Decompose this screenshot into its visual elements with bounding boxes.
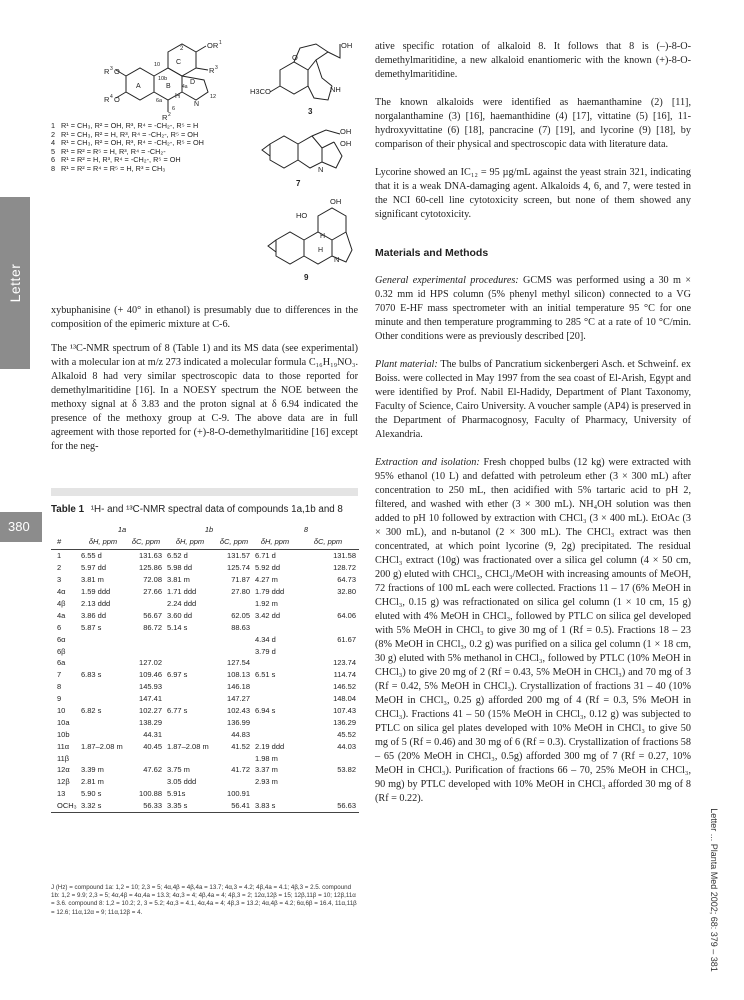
shift-cell xyxy=(165,693,215,705)
shift-cell: 72.08 xyxy=(143,575,162,585)
s9-n: N xyxy=(334,255,340,264)
shift-cell: 107.43 xyxy=(333,706,357,716)
shift-cell: 138.29 xyxy=(139,717,162,727)
table-row xyxy=(51,681,359,693)
s7-number: 7 xyxy=(296,179,301,188)
paragraph: Lycorine showed an IC₁₂ = 95 µg/mL against the yeast strain 321, indicating that it is a weak DNA-damaging agent. Alkaloids 4, 6, and 7, were tested in the NCI 60-cell line cytotoxicity screen, but none of them showed any significant cytotoxicity. xyxy=(375,167,691,220)
label-r4o-sup: 4 xyxy=(110,94,113,100)
shift-cell: 6.97 s xyxy=(167,670,188,680)
table-row xyxy=(51,716,359,728)
section-tab xyxy=(0,197,30,369)
s9-h1: H xyxy=(320,233,326,240)
shift-cell: 108.13 xyxy=(227,670,250,680)
shift-cell xyxy=(215,776,253,788)
s3-nh: NH xyxy=(330,85,341,94)
table-row xyxy=(51,633,359,645)
shift-cell: 56.63 xyxy=(297,800,359,812)
section-heading: Materials and Methods xyxy=(375,247,489,259)
page-number-tab xyxy=(0,512,42,542)
s9-ho: HO xyxy=(296,211,308,220)
shift-cell: 1.87–2.08 m xyxy=(167,741,209,751)
shift-cell: 64.06 xyxy=(337,610,357,620)
shift-cell: 64.73 xyxy=(337,575,357,585)
position-cell: 12β xyxy=(57,777,70,787)
shift-cell: 3.32 s xyxy=(79,800,127,812)
compound-entry: 2 R¹ = CH₃, R² = H, R³, R⁴ = -CH₂-, R⁵ = OH xyxy=(51,129,199,139)
position-cell: 8 xyxy=(57,682,62,692)
position-cell: 6β xyxy=(57,646,66,656)
s9-number: 9 xyxy=(304,273,309,282)
shift-cell: 2.24 ddd xyxy=(167,599,197,608)
position-cell: 1 xyxy=(57,551,62,561)
s3-h3co: H3CO xyxy=(250,87,271,96)
label-n: N xyxy=(194,101,200,108)
shift-cell xyxy=(215,633,253,645)
table-top-rule xyxy=(51,488,358,496)
s7-oh1: OH xyxy=(340,127,352,136)
label-ring-d: D xyxy=(190,79,196,86)
shift-cell: 147.27 xyxy=(227,694,250,704)
table-label: Table 1 xyxy=(51,504,85,515)
paragraph: The ¹³C-NMR spectrum of 8 (Table 1) and its MS data (see experimental) with a molecular ion at m/z 273 indicated a molecular formula C₁₆H₁₉NO₃. Alkaloid 8 had very similar spectroscopic data to those reported for demethylmaritidine [16]. In a NOESY spectrum the NOE between the methoxy signal at δ 3.83 and the proton signal at δ 6.94 indicated the presence of the methoxy group at C-9. The above data are in full agreement with those reported for (+)-8-O-demethylmaritidine [16] except for the neg- xyxy=(51,343,358,452)
shift-cell: 1.71 ddd xyxy=(167,587,197,597)
label-c10b: 10b xyxy=(158,76,168,82)
label-ring-c: C xyxy=(176,59,182,66)
compound-entry: 4 R¹ = CH₃, R² = OH, R³, R⁴ = -CH₂-, R⁵ = OH xyxy=(51,138,204,148)
shift-cell xyxy=(297,776,359,788)
table-row xyxy=(51,776,359,788)
table-row xyxy=(51,586,359,598)
shift-cell: 147.41 xyxy=(139,694,162,704)
shift-cell: 131.57 xyxy=(227,551,250,561)
shift-cell: 5.91s xyxy=(167,789,186,799)
shift-cell: 44.83 xyxy=(231,729,250,739)
label-r2: R xyxy=(162,113,168,122)
table-footnote: J (Hz) = compound 1a: 1,2 = 10; 2,3 = 5; 4α,4β = 4β,4a = 13.7; 4α,3 = 4.2; 4β,4a = 4.1; 4β,3 = 2.5. compound 1b: 1,2 = 9.9; 2,3 = 5; 4α,4β = 4α,4a = 13.3; 4α,3 = 4; 4β,4a = 4; 4β,3 = 2; 12α,12β = 15; 12β,11β = 10; 12β,11α = 3.6. compound 8: 1,2 = 10.2; 2, 3 = 5.2; 4α,3 = 4.1, 4α,4a = 4; 4β,3 = 13.2; 4α,4β = 4.2; 6α,6β = 16.4, 11α,11β = 12.6; 11α,12α = 9; 11α,12β = 4. xyxy=(51,884,357,916)
shift-cell: 53.82 xyxy=(337,765,357,775)
shift-cell xyxy=(127,633,165,645)
shift-cell xyxy=(79,752,127,764)
structure-main-skeleton xyxy=(96,40,246,122)
position-cell: 6a xyxy=(57,658,66,668)
label-c6a: 6a xyxy=(156,98,163,104)
position-cell: 10 xyxy=(57,706,66,716)
s3-o: O xyxy=(292,53,298,62)
position-cell: 3 xyxy=(57,575,62,585)
shift-cell xyxy=(215,645,253,657)
footer-citation-text: Letter ... Planta Med 2002; 68: 379 – 381 xyxy=(709,808,719,972)
s7-n: N xyxy=(318,165,324,174)
shift-cell: 123.74 xyxy=(333,658,357,668)
label-c12: 12 xyxy=(210,94,217,100)
table-row xyxy=(51,598,359,610)
shift-cell: 3.83 s xyxy=(253,800,297,812)
shift-cell: 86.72 xyxy=(143,622,162,632)
paragraph: The known alkaloids were identified as haemanthamine (2) [11], norgalanthamine (3) [16], haemanthidine (4) [17], vittatine (5) [16], 11-hydroxyvittatine (6) [18], pancracine (7) [19], and lycorine (9) [18], by comparison of their physical and spectroscopic data with literature data. xyxy=(375,97,691,150)
paragraph-lead: General experimental procedures: xyxy=(375,275,519,286)
shift-cell xyxy=(79,716,127,728)
label-r4o-o: O xyxy=(114,95,120,104)
shift-cell: 6.52 d xyxy=(167,551,188,561)
shift-cell: 41.72 xyxy=(231,765,250,775)
column-header: # xyxy=(51,535,79,550)
position-cell: 6 xyxy=(57,622,62,632)
shift-cell: 109.46 xyxy=(139,670,162,680)
table-row xyxy=(51,550,359,562)
position-cell: 13 xyxy=(57,789,66,799)
shift-cell: 6.77 s xyxy=(167,706,188,716)
label-r3-sup: 3 xyxy=(215,65,218,71)
label-h: H xyxy=(175,93,181,100)
shift-cell: 32.80 xyxy=(337,587,357,597)
compound-entry: 5 R¹ = R² = R⁵ = H, R³, R⁴ = -CH₂- xyxy=(51,146,166,156)
section-tab-label: Letter xyxy=(7,263,23,303)
label-r4o: R xyxy=(104,95,110,104)
structure-9 xyxy=(260,190,360,286)
structure-3 xyxy=(250,30,360,118)
column-header: δH, ppm xyxy=(253,535,297,550)
shift-cell: 5.90 s xyxy=(81,789,102,799)
shift-cell xyxy=(127,752,165,764)
shift-cell: 2.81 m xyxy=(81,777,104,787)
shift-cell xyxy=(297,788,359,800)
column-header: δH, ppm xyxy=(79,535,127,550)
group-header: 1a xyxy=(117,524,127,534)
column-header: δC, ppm xyxy=(127,535,165,550)
shift-cell: 125.86 xyxy=(139,563,162,573)
position-cell: 11β xyxy=(57,753,70,763)
shift-cell: 4.27 m xyxy=(255,575,278,585)
shift-cell xyxy=(165,716,215,728)
shift-cell: 2.13 ddd xyxy=(81,599,111,608)
shift-cell: 1.79 ddd xyxy=(255,587,285,597)
shift-cell: 136.99 xyxy=(227,717,250,727)
shift-cell xyxy=(297,645,359,657)
shift-cell: 1.59 ddd xyxy=(81,587,111,597)
shift-cell: 146.18 xyxy=(227,682,250,692)
table-row xyxy=(51,764,359,776)
table-row xyxy=(51,609,359,621)
position-cell: 7 xyxy=(57,670,62,680)
shift-cell: 5.98 dd xyxy=(167,563,193,573)
shift-cell xyxy=(79,693,127,705)
shift-cell: 71.87 xyxy=(231,575,250,585)
shift-cell xyxy=(253,693,297,705)
shift-cell: 88.63 xyxy=(231,622,250,632)
shift-cell: 3.39 m xyxy=(81,765,104,775)
shift-cell: 4.34 d xyxy=(255,634,276,644)
shift-cell: 3.75 m xyxy=(167,765,190,775)
shift-cell: 6.71 d xyxy=(255,551,276,561)
s9-oh: OH xyxy=(330,197,342,206)
table-row xyxy=(51,728,359,740)
shift-cell xyxy=(79,657,127,669)
label-r3o: R xyxy=(104,67,110,76)
shift-cell xyxy=(165,657,215,669)
shift-cell: 125.74 xyxy=(227,563,250,573)
table-row xyxy=(51,645,359,657)
shift-cell: 3.37 m xyxy=(255,765,278,775)
footer-citation xyxy=(703,780,725,1000)
shift-cell: 3.60 dd xyxy=(167,610,193,620)
shift-cell xyxy=(253,657,297,669)
shift-cell: 3.81 m xyxy=(167,575,190,585)
table-row xyxy=(51,752,359,764)
label-or1: OR xyxy=(207,41,219,50)
shift-cell: 145.93 xyxy=(139,682,162,692)
shift-cell: 6.83 s xyxy=(81,670,102,680)
shift-cell: 136.29 xyxy=(333,717,357,727)
table-row xyxy=(51,740,359,752)
right-column-text xyxy=(375,40,691,816)
shift-cell: 131.58 xyxy=(333,551,357,561)
shift-cell: 114.74 xyxy=(333,670,357,680)
shift-cell: 1.92 m xyxy=(255,599,278,608)
s3-number: 3 xyxy=(308,107,313,116)
group-header: 8 xyxy=(303,524,309,534)
s9-h2: H xyxy=(318,247,324,254)
shift-cell xyxy=(79,681,127,693)
group-header: 1b xyxy=(204,524,214,534)
position-cell: 4β xyxy=(57,599,66,608)
page-number: 380 xyxy=(8,519,30,534)
shift-cell: 6.51 s xyxy=(255,670,276,680)
label-r3o-o: O xyxy=(114,67,120,76)
shift-cell: 3.86 dd xyxy=(81,610,107,620)
table-row xyxy=(51,574,359,586)
column-header: δC, ppm xyxy=(215,535,253,550)
label-r2-sup: 2 xyxy=(168,112,171,118)
table-row xyxy=(51,788,359,800)
shift-cell: 131.63 xyxy=(139,551,162,561)
shift-cell: 56.33 xyxy=(127,800,165,812)
label-r3o-sup: 3 xyxy=(110,66,113,72)
table-row xyxy=(51,669,359,681)
shift-cell: 40.45 xyxy=(143,741,162,751)
position-cell: 10b xyxy=(57,729,70,739)
shift-cell: 128.72 xyxy=(333,563,357,573)
shift-cell xyxy=(165,633,215,645)
shift-cell xyxy=(297,752,359,764)
table-row xyxy=(51,800,359,812)
shift-cell xyxy=(253,681,297,693)
s3-oh: OH xyxy=(341,41,353,50)
paragraph-lead: Extraction and isolation: xyxy=(375,457,480,468)
shift-cell: 56.67 xyxy=(143,610,162,620)
position-cell: 11α xyxy=(57,741,70,751)
column-header: δH, ppm xyxy=(165,535,215,550)
shift-cell xyxy=(215,752,253,764)
position-cell: 12α xyxy=(57,765,70,775)
shift-cell: 41.52 xyxy=(231,741,250,751)
shift-cell xyxy=(79,728,127,740)
structure-7 xyxy=(250,116,360,188)
table-row xyxy=(51,562,359,574)
s7-oh2: OH xyxy=(340,139,352,148)
shift-cell xyxy=(165,728,215,740)
paragraph: Plant material: The bulbs of Pancratium sickenbergeri Asch. et Schweinf. ex Boiss. were collected in May 1997 from the sea coast of El-Arish, Egypt and were identified by Prof. Nabil El-Hadidy, Department of Plant Taxonomy, Faculty of Science, Cairo University. A voucher sample (AP4) is preserved in the Department of Pharmacognosy, Faculty of Pharmacy, University of Alexandria. xyxy=(375,359,691,440)
shift-cell: 5.87 s xyxy=(81,622,102,632)
table-row xyxy=(51,705,359,717)
shift-cell xyxy=(253,788,297,800)
table-caption-text: ¹H- and ¹³C-NMR spectral data of compounds 1a,1b and 8 xyxy=(90,504,343,515)
shift-cell: 44.31 xyxy=(143,729,162,739)
shift-cell: 3.35 s xyxy=(165,800,215,812)
shift-cell: 27.80 xyxy=(231,587,250,597)
table-caption xyxy=(51,503,343,516)
shift-cell: 146.52 xyxy=(333,682,357,692)
compound-entry: 1 R¹ = CH₃, R² = OH, R³, R⁴ = -CH₂-, R⁵ = H xyxy=(51,121,199,130)
shift-cell: 2.93 m xyxy=(255,777,278,787)
shift-cell: 61.67 xyxy=(337,634,357,644)
shift-cell xyxy=(297,621,359,633)
shift-cell: 44.03 xyxy=(337,741,357,751)
position-cell: 6α xyxy=(57,634,66,644)
shift-cell xyxy=(127,776,165,788)
shift-cell: 5.92 dd xyxy=(255,563,281,573)
position-cell: 4a xyxy=(57,610,66,620)
shift-cell: 102.27 xyxy=(139,706,162,716)
shift-cell: 148.04 xyxy=(333,694,357,704)
shift-cell: 62.05 xyxy=(231,610,250,620)
label-ring-b: B xyxy=(166,83,171,90)
shift-cell: 2.19 ddd xyxy=(255,741,285,751)
shift-cell xyxy=(253,716,297,728)
left-column-text xyxy=(51,304,358,464)
compound-entry: 6 R¹ = R² = H, R³, R⁴ = -CH₂-, R⁵ = OH xyxy=(51,155,181,165)
nmr-table xyxy=(51,523,359,813)
shift-cell: 3.79 d xyxy=(255,646,276,656)
label-c4a: 4a xyxy=(182,84,188,90)
shift-cell: 45.52 xyxy=(337,729,357,739)
shift-cell: 3.42 dd xyxy=(255,610,281,620)
shift-cell: 6.55 d xyxy=(81,551,102,561)
label-c10: 10 xyxy=(154,62,161,68)
paragraph: xybuphanisine (+ 40° in ethanol) is presumably due to differences in the composition of the epimeric mixture at C-6. xyxy=(51,305,358,330)
shift-cell xyxy=(297,598,359,610)
position-cell: OCH₃ xyxy=(51,800,79,812)
shift-cell: 1.98 m xyxy=(255,753,278,763)
label-or1-sup: 1 xyxy=(219,40,222,46)
shift-cell: 47.62 xyxy=(143,765,162,775)
shift-cell: 6.94 s xyxy=(255,706,276,716)
label-ring-a: A xyxy=(136,83,141,90)
shift-cell xyxy=(79,645,127,657)
compound-list xyxy=(51,122,204,174)
column-header: δC, ppm xyxy=(297,535,359,550)
compound-entry: 8 R¹ = R² = R⁴ = R⁵ = H, R³ = CH₃ xyxy=(51,163,166,173)
shift-cell: 127.54 xyxy=(227,658,250,668)
shift-cell xyxy=(165,752,215,764)
shift-cell: 5.97 dd xyxy=(81,563,107,573)
shift-cell: 100.91 xyxy=(227,789,250,799)
shift-cell: 100.88 xyxy=(139,789,162,799)
shift-cell: 102.43 xyxy=(227,706,250,716)
shift-cell: 3.81 m xyxy=(81,575,104,585)
shift-cell: 1.87–2.08 m xyxy=(81,741,123,751)
shift-cell xyxy=(165,681,215,693)
position-cell: 10a xyxy=(57,717,70,727)
label-r3: R xyxy=(209,66,215,75)
shift-cell xyxy=(215,598,253,610)
shift-cell xyxy=(253,728,297,740)
shift-cell xyxy=(253,621,297,633)
shift-cell: 56.41 xyxy=(215,800,253,812)
position-cell: 4α xyxy=(57,587,66,597)
shift-cell: 6.82 s xyxy=(81,706,102,716)
shift-cell: 3.05 ddd xyxy=(167,777,197,787)
label-c2: 2 xyxy=(180,46,184,52)
shift-cell: 127.02 xyxy=(139,658,162,668)
paragraph: ative specific rotation of alkaloid 8. It follows that 8 is (–)-8-O-demethylmaritidine, a new alkaloid enantiomeric with the known (+)-8-O-demethylmaritidine. xyxy=(375,41,691,80)
table-row xyxy=(51,621,359,633)
shift-cell: 5.14 s xyxy=(167,622,188,632)
shift-cell: 27.66 xyxy=(143,587,162,597)
label-c6: 6 xyxy=(172,106,176,112)
shift-cell xyxy=(79,633,127,645)
position-cell: 2 xyxy=(57,563,62,573)
shift-cell xyxy=(127,598,165,610)
paragraph-lead: Plant material: xyxy=(375,359,438,370)
shift-cell xyxy=(165,645,215,657)
paragraph: Extraction and isolation: Fresh chopped bulbs (12 kg) were extracted with 95% ethanol (10 L) and defatted with petroleum ether (3 × 300 mL) after concentration to 250 mL, then acidified with 5% tartaric acid to pH 2, filtered, and washed with ether (3 × 300 mL). NH₄OH solution was then added to pH 10 followed by extraction with CHCl₃ (3 × 400 mL). EtOAc (3 × 300 mL), and n-butanol (2 × 300 mL). The CHCl₃ extract was then concentrated, at which point lycorine (9, 2g) precipitated. The residual CHCl₃ extract (10g) was fractionated over a silica gel column (4 × 50 cm, 200 g) eluted with CHCl₃, CHCl₃/MeOH with increasing amounts of MeOH, 72 fractions of 100 mL each were collected. Fractions 11 – 17 (6% MeOH in CHCl₃, 0.15 g) was refractionated on silica gel column (1 × 10 cm, 15 g) eluted with 4% MeOH in CHCl₃, followed by PTLC on silica gel developed with 5% MeOH in CHCl₃ to give 30 mg of 1 (Rf = 0.5). Fractions 18 – 23 (8% MeOH in CHCl₃, 0.2 g) was purified on a silica gel column (1 × 18 cm, 30 g) eluted with 5% methanol in CHCl₃, followed by PTLC (10% MeOH in CHCl₃) to give 20 mg of 2 (Rf = 0.43, 5% MeOH in CHCl₃) and 70 mg of 3 (Rf = 0.42, 5% MeOH in CHCl₃). Crystallization of fractions 31 – 40 (10% MeOH in CHCl₃, 0.25 g) afforded 200 mg of 4 (Rf = 0.3, 5% MeOH in CHCl₃). Fractions 41 – 50 (15% MeOH in CHCl₃, 0.12 g) was subjected to PTLC on silica gel plates developed with 10% MeOH in CHCl₃ to give 50 mg of 5 (Rf = 0.46) and 30 mg of 6 (Rf = 0.3). Crystallization of fractions 58 – 65 (20% MeOH in CHCl₃, 0.5g) afforded 300 mg of 7 (Rf = 0.27, 10% MeOH in CHCl₃). Purification of fractions 66 – 70, 25% MeOH in CHCl₃, 90 mg) by PTLC developed with 10% MeOH in CHCl₃ afforded 30 mg of 8 (Rf = 0.22). xyxy=(375,457,691,804)
table-row xyxy=(51,657,359,669)
shift-cell xyxy=(127,645,165,657)
paragraph: General experimental procedures: GCMS was performed using a 30 m × 0.32 mm id HPS column (5% phenyl methyl silicon) connected to a VG 7070 E-HF mass spectrometer with an initial temperature 95 °C for one minute and then temperature programming to 285 °C at a rate of 10 °C/min. Other conditions were as previously described [20]. xyxy=(375,275,691,342)
position-cell: 9 xyxy=(57,694,62,704)
table-row xyxy=(51,693,359,705)
